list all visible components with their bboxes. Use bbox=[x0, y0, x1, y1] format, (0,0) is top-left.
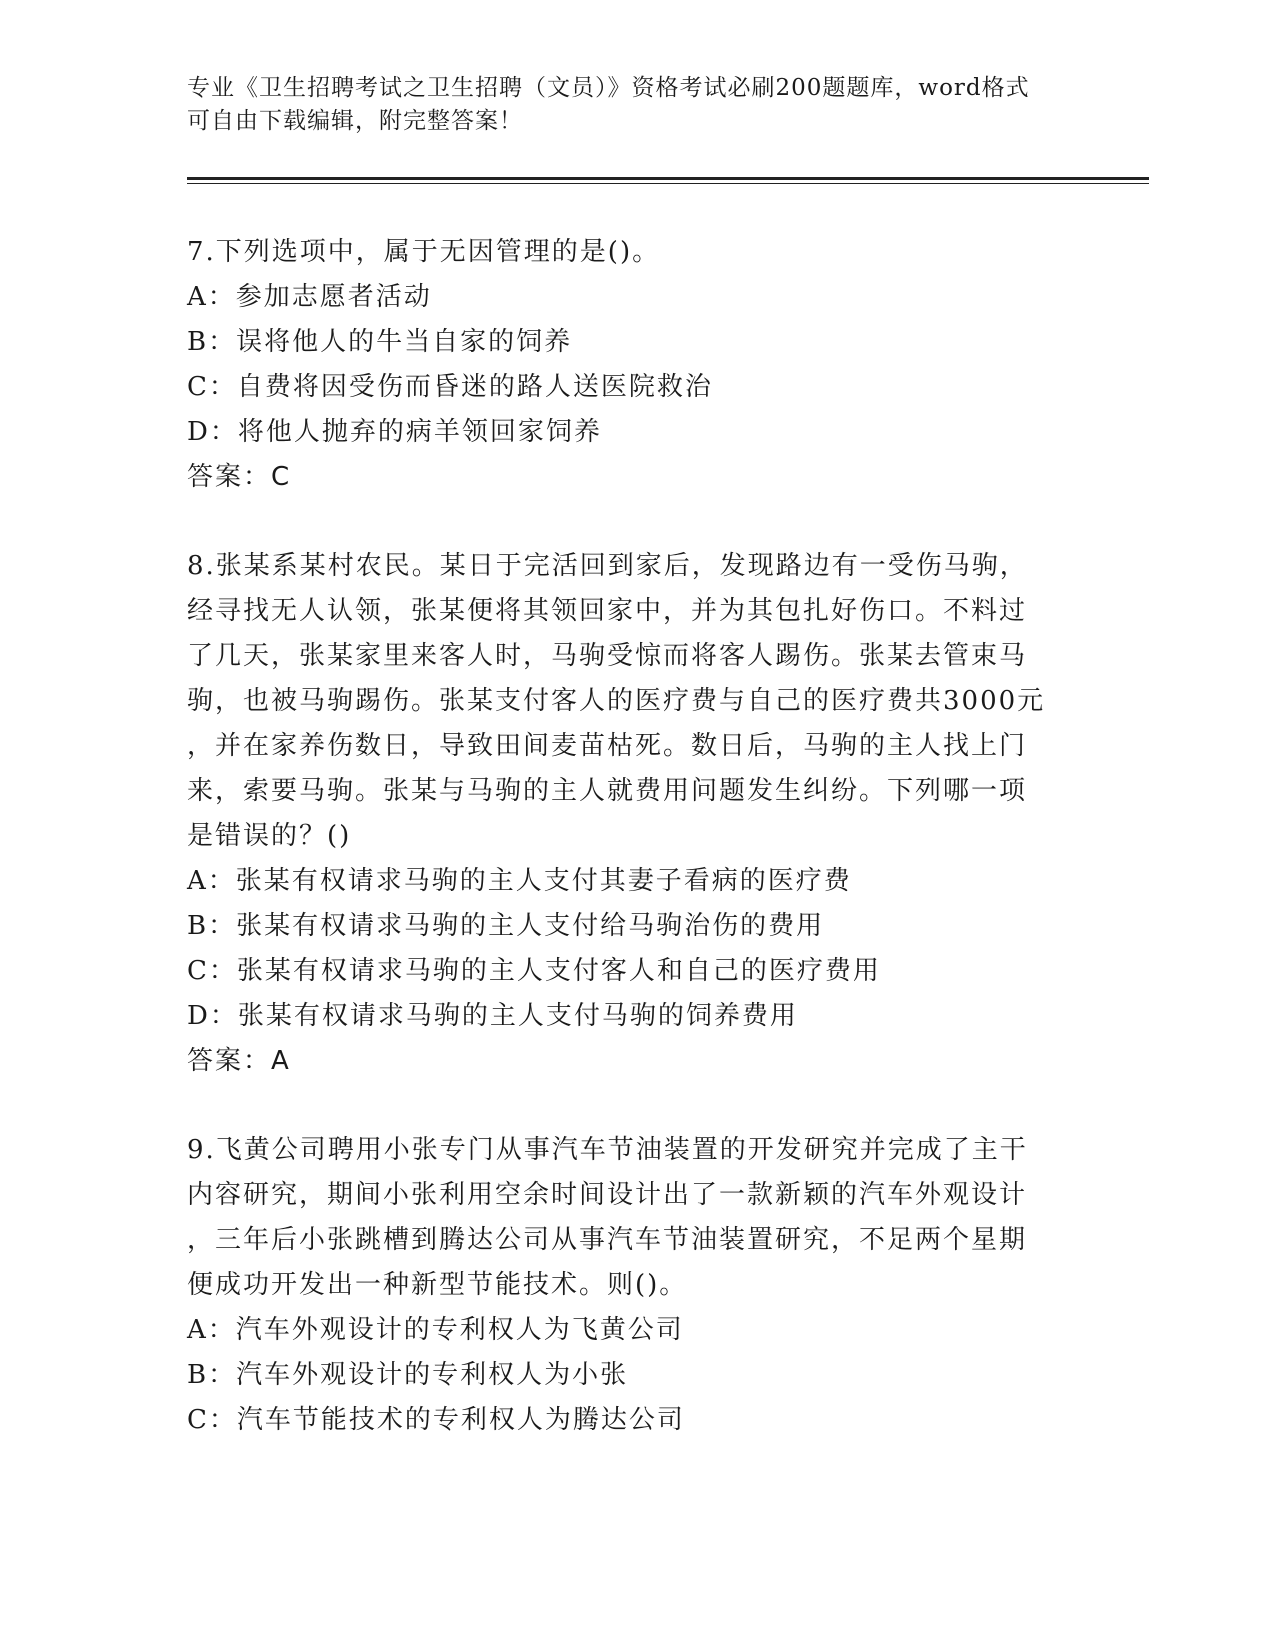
stem-line: 8.张某系某村农民。某日于完活回到家后，发现路边有一受伤马驹， bbox=[187, 551, 1028, 581]
answer: 答案：C bbox=[187, 462, 292, 492]
document-header bbox=[187, 72, 1057, 138]
stem-line: 7.下列选项中，属于无因管理的是()。 bbox=[187, 237, 661, 267]
question-7 bbox=[187, 230, 1077, 500]
option-d: D：将他人抛弃的病羊领回家饲养 bbox=[187, 417, 602, 447]
option-b: B：汽车外观设计的专利权人为小张 bbox=[187, 1360, 629, 1390]
question-stem bbox=[187, 544, 1077, 859]
stem-line: 是错误的？() bbox=[187, 821, 352, 851]
answer: 答案：A bbox=[187, 1046, 291, 1076]
option-c: C：汽车节能技术的专利权人为腾达公司 bbox=[187, 1405, 685, 1435]
option-a: A：参加志愿者活动 bbox=[187, 282, 432, 312]
option-a: A：张某有权请求马驹的主人支付其妻子看病的医疗费 bbox=[187, 866, 852, 896]
stem-line: 经寻找无人认领，张某便将其领回家中，并为其包扎好伤口。不料过 bbox=[187, 596, 1028, 626]
stem-line: ，三年后小张跳槽到腾达公司从事汽车节油装置研究，不足两个星期 bbox=[187, 1225, 1028, 1255]
stem-line: 来，索要马驹。张某与马驹的主人就费用问题发生纠纷。下列哪一项 bbox=[187, 776, 1028, 806]
header-rule-thin bbox=[187, 183, 1149, 184]
question-list bbox=[187, 230, 1077, 1487]
stem-line: 了几天，张某家里来客人时，马驹受惊而将客人踢伤。张某去管束马 bbox=[187, 641, 1028, 671]
header-line-1: 专业《卫生招聘考试之卫生招聘（文员）》资格考试必刷200题题库，word格式 bbox=[187, 75, 1030, 101]
option-b: B：张某有权请求马驹的主人支付给马驹治伤的费用 bbox=[187, 911, 825, 941]
question-8 bbox=[187, 544, 1077, 1084]
stem-line: 9.飞黄公司聘用小张专门从事汽车节油装置的开发研究并完成了主干 bbox=[187, 1135, 1028, 1165]
question-9 bbox=[187, 1128, 1077, 1443]
question-stem bbox=[187, 230, 1077, 275]
option-b: B：误将他人的牛当自家的饲养 bbox=[187, 327, 573, 357]
stem-line: 内容研究，期间小张利用空余时间设计出了一款新颖的汽车外观设计 bbox=[187, 1180, 1028, 1210]
option-d: D：张某有权请求马驹的主人支付马驹的饲养费用 bbox=[187, 1001, 798, 1031]
option-c: C：张某有权请求马驹的主人支付客人和自己的医疗费用 bbox=[187, 956, 881, 986]
option-a: A：汽车外观设计的专利权人为飞黄公司 bbox=[187, 1315, 684, 1345]
header-line-2: 可自由下载编辑，附完整答案！ bbox=[187, 108, 523, 134]
option-c: C：自费将因受伤而昏迷的路人送医院救治 bbox=[187, 372, 713, 402]
stem-line: 便成功开发出一种新型节能技术。则()。 bbox=[187, 1270, 688, 1300]
header-rule-thick bbox=[187, 177, 1149, 180]
stem-line: 驹，也被马驹踢伤。张某支付客人的医疗费与自己的医疗费共3000元 bbox=[187, 686, 1046, 716]
stem-line: ，并在家养伤数日，导致田间麦苗枯死。数日后，马驹的主人找上门 bbox=[187, 731, 1028, 761]
question-stem bbox=[187, 1128, 1077, 1308]
